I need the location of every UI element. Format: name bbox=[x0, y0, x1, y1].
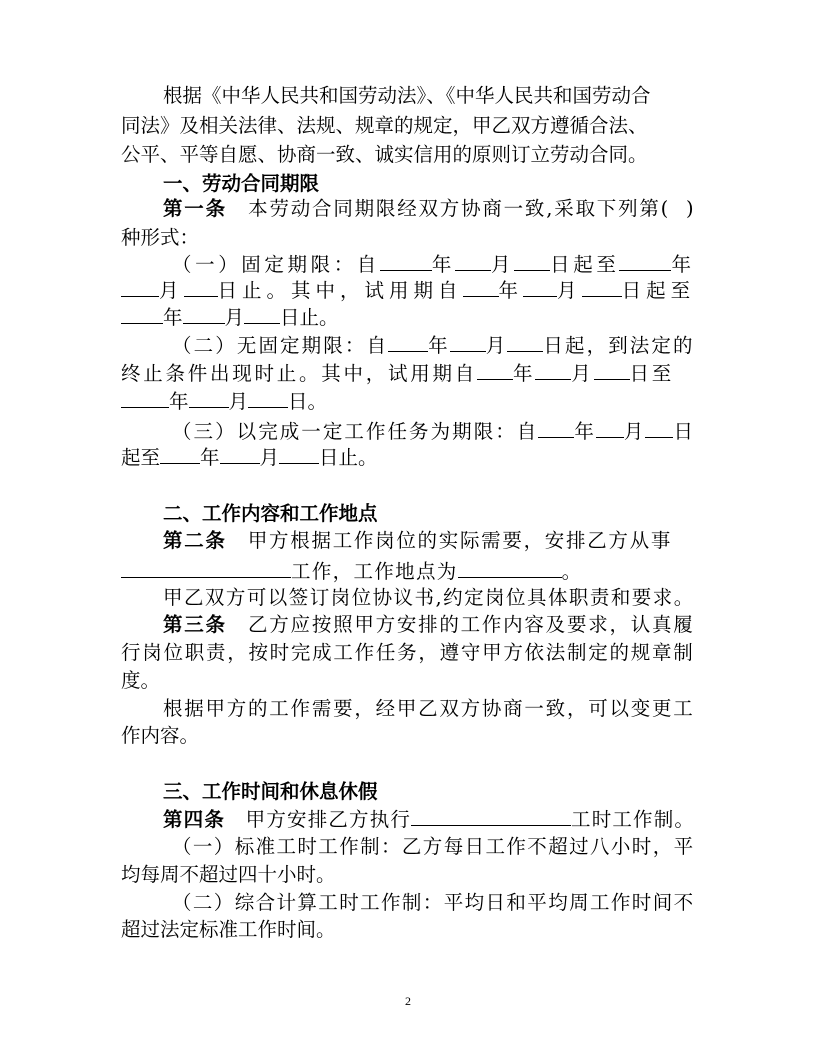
fill-in-blank bbox=[121, 386, 169, 408]
fill-in-blank bbox=[160, 442, 200, 464]
fill-in-blank bbox=[582, 275, 622, 297]
body-text: 月 bbox=[491, 253, 515, 276]
body-text: 甲乙双方可以签订岗位协议书,约定岗位具体职责和要求。 bbox=[163, 586, 695, 609]
body-text: 终止条件出现时止。其中，试用期自 bbox=[121, 362, 478, 385]
body-text: 月 bbox=[259, 446, 280, 469]
document-line bbox=[172, 888, 695, 918]
document-line bbox=[172, 832, 695, 862]
document-line bbox=[163, 777, 378, 807]
body-text: 甲方安排乙方执行 bbox=[225, 808, 412, 831]
body-text: 种形式： bbox=[121, 226, 200, 249]
fill-in-blank bbox=[279, 442, 319, 464]
body-text: 根据甲方的工作需要，经甲乙双方协商一致，可以变更工 bbox=[163, 697, 695, 720]
fill-in-blank bbox=[183, 302, 225, 324]
page-number: 2 bbox=[405, 994, 411, 1008]
fill-in-blank bbox=[248, 386, 288, 408]
fill-in-blank bbox=[514, 249, 550, 271]
fill-in-blank bbox=[380, 249, 432, 271]
document-line bbox=[163, 610, 695, 640]
body-text: 公平、平等自愿、协商一致、诚实信用的原则订立劳动合同。 bbox=[121, 143, 648, 166]
body-text: （二）无固定期限：自 bbox=[172, 334, 389, 357]
fill-in-blank bbox=[121, 556, 291, 578]
bold-heading-text: 第四条 bbox=[163, 808, 226, 831]
bold-heading-text: 第二条 bbox=[163, 529, 227, 552]
body-text: 行岗位职责，按时完成工作任务，遵守甲方依法制定的规章制 bbox=[121, 641, 695, 664]
bold-heading-text: 二、工作内容和工作地点 bbox=[163, 502, 378, 525]
body-text: 。 bbox=[561, 560, 583, 583]
body-text: 年 bbox=[431, 253, 456, 276]
document-line bbox=[121, 140, 648, 170]
document-line bbox=[121, 556, 582, 586]
body-text: 均每周不超过四十小时。 bbox=[121, 863, 336, 886]
fill-in-blank bbox=[596, 416, 624, 438]
body-text: 月 bbox=[571, 362, 594, 385]
document-line bbox=[121, 860, 336, 890]
body-text: （三）以完成一定工作任务为期限：自 bbox=[172, 420, 539, 443]
document-line bbox=[121, 915, 336, 945]
body-text: 年 bbox=[574, 420, 596, 443]
bold-heading-text: 第三条 bbox=[163, 613, 227, 636]
body-text: 日止。 bbox=[280, 306, 339, 329]
bold-heading-text: 一、劳动合同期限 bbox=[163, 172, 320, 195]
fill-in-blank bbox=[645, 416, 673, 438]
document-line bbox=[163, 81, 651, 111]
body-text: 年 bbox=[498, 279, 524, 302]
body-text: 工作，工作地点为 bbox=[291, 560, 458, 583]
document-line bbox=[163, 499, 378, 529]
body-text: 日起至 bbox=[621, 279, 696, 302]
body-text: 日 bbox=[673, 420, 696, 443]
fill-in-blank bbox=[121, 302, 163, 324]
fill-in-blank bbox=[477, 358, 513, 380]
document-line bbox=[121, 442, 378, 472]
document-line bbox=[121, 275, 695, 305]
body-text: 工时工作制。 bbox=[571, 808, 696, 831]
body-text: 月 bbox=[485, 334, 508, 357]
fill-in-blank bbox=[121, 275, 159, 297]
fill-in-blank bbox=[244, 302, 280, 324]
body-text: 本劳动合同期限经双方协商一致,采取下列第( ) bbox=[226, 197, 696, 220]
body-text: 年 bbox=[200, 446, 220, 469]
body-text: （一）标准工时工作制：乙方每日工作不超过八小时，平 bbox=[172, 835, 695, 858]
body-text: 月 bbox=[228, 390, 249, 413]
document-line bbox=[121, 638, 694, 668]
body-text: 年 bbox=[671, 253, 695, 276]
body-text: 日至 bbox=[629, 362, 675, 385]
body-text: 甲方根据工作岗位的实际需要，安排乙方从事 bbox=[226, 529, 673, 552]
document-line bbox=[163, 526, 672, 556]
fill-in-blank bbox=[189, 386, 229, 408]
fill-in-blank bbox=[450, 330, 486, 352]
body-text: 年 bbox=[513, 362, 536, 385]
fill-in-blank bbox=[594, 358, 630, 380]
document-line bbox=[163, 694, 695, 724]
fill-in-blank bbox=[507, 330, 543, 352]
body-text: 作内容。 bbox=[121, 724, 200, 747]
bold-heading-text: 三、工作时间和休息休假 bbox=[163, 780, 378, 803]
body-text: 月 bbox=[224, 306, 245, 329]
document-line bbox=[121, 358, 674, 388]
fill-in-blank bbox=[220, 442, 260, 464]
body-text: 日起，到法定的 bbox=[543, 334, 695, 357]
body-text: 年 bbox=[169, 390, 189, 413]
body-text: 日止。 bbox=[319, 446, 378, 469]
document-line bbox=[121, 111, 648, 141]
document-line bbox=[172, 330, 695, 360]
fill-in-blank bbox=[538, 416, 574, 438]
document-line bbox=[163, 583, 695, 613]
fill-in-blank bbox=[523, 275, 557, 297]
body-text: 日。 bbox=[288, 390, 328, 413]
body-text: 起至 bbox=[121, 446, 161, 469]
fill-in-blank bbox=[535, 358, 571, 380]
body-text: 年 bbox=[163, 306, 183, 329]
body-text: 日止。其中，试用期自 bbox=[217, 279, 463, 302]
body-text: 乙方应按照甲方安排的工作内容及要求，认真履 bbox=[226, 613, 695, 636]
body-text: 年 bbox=[428, 334, 450, 357]
body-text: 根据《中华人民共和国劳动法》、《中华人民共和国劳动合 bbox=[163, 84, 651, 107]
body-text: （二）综合计算工时工作制：平均日和平均周工作时间不 bbox=[172, 891, 695, 914]
fill-in-blank bbox=[388, 330, 428, 352]
document-line bbox=[121, 666, 160, 696]
body-text: 度。 bbox=[121, 669, 161, 692]
body-text: 月 bbox=[623, 420, 646, 443]
body-text: 月 bbox=[159, 279, 184, 302]
document-line bbox=[121, 386, 327, 416]
body-text: 月 bbox=[557, 279, 582, 302]
document-line bbox=[163, 804, 695, 834]
bold-heading-text: 第一条 bbox=[163, 197, 227, 220]
fill-in-blank bbox=[184, 275, 218, 297]
body-text: 同法》及相关法律、法规、规章的规定，甲乙双方遵循合法、 bbox=[121, 114, 648, 137]
fill-in-blank bbox=[463, 275, 499, 297]
body-text: 日起至 bbox=[550, 253, 620, 276]
body-text: 超过法定标准工作时间。 bbox=[121, 918, 336, 941]
document-line bbox=[121, 302, 339, 332]
fill-in-blank bbox=[458, 556, 562, 578]
document-line bbox=[121, 721, 199, 751]
fill-in-blank bbox=[411, 804, 571, 826]
fill-in-blank bbox=[619, 249, 671, 271]
fill-in-blank bbox=[455, 249, 491, 271]
document-line bbox=[163, 194, 695, 224]
body-text: （一）固定期限：自 bbox=[172, 253, 380, 276]
